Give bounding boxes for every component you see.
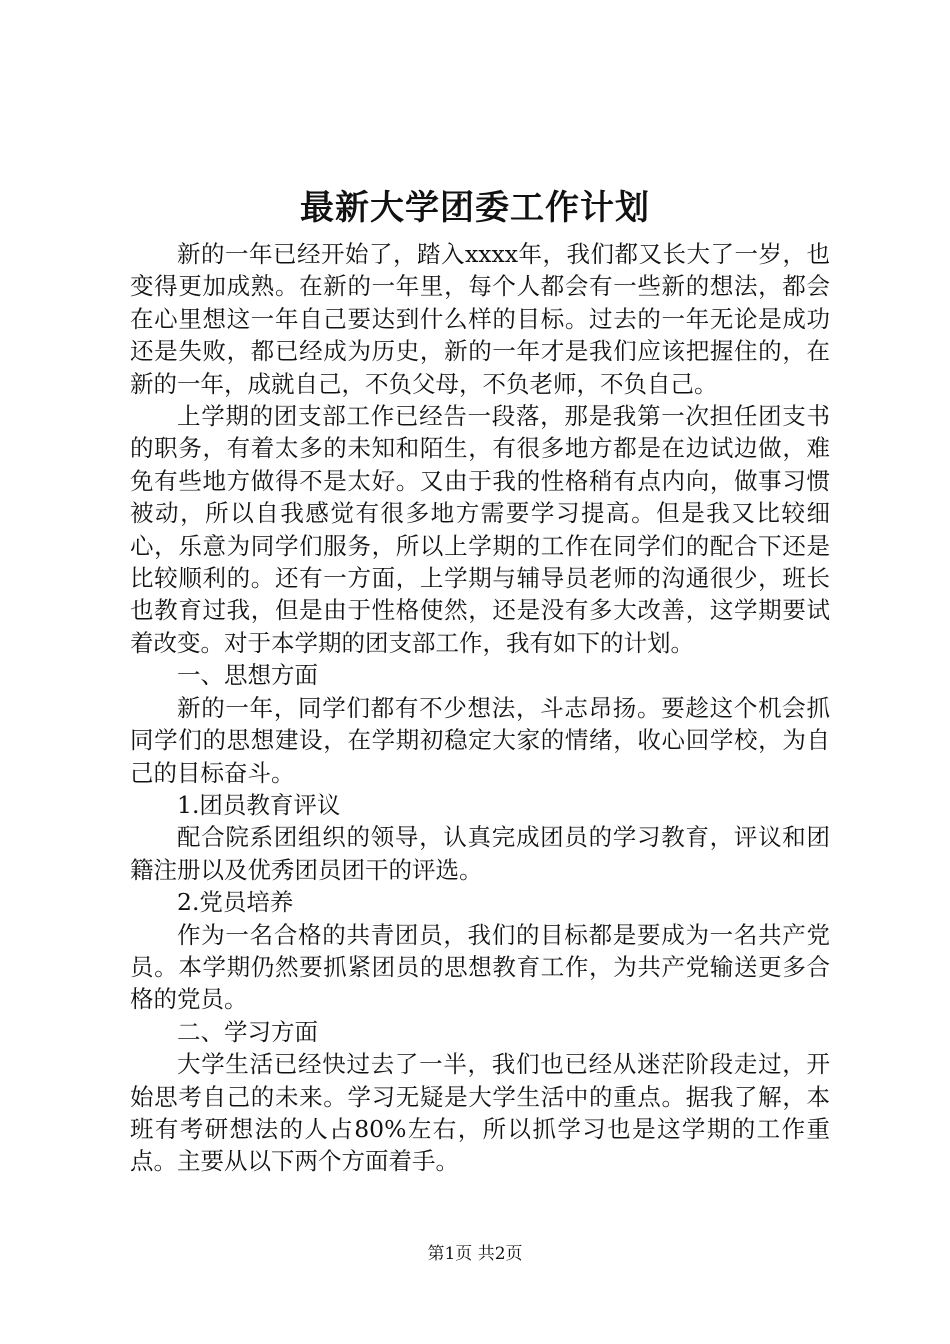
page-footer: 第1页 共2页: [427, 1244, 523, 1264]
subheading-party-training: 2.党员培养: [177, 888, 294, 917]
section-heading-thought: 一、思想方面: [177, 661, 318, 690]
paragraph-thought: 新的一年，同学们都有不少想法，斗志昂扬。要趁这个机会抓同学们的思想建设，在学期初稳定大家的情绪，收心回学校，为自己的目标奋斗。: [130, 693, 830, 787]
paragraph-member-review: 配合院系团组织的领导，认真完成团员的学习教育，评议和团籍注册以及优秀团员团干的评选。: [130, 823, 830, 884]
paragraph-review: 上学期的团支部工作已经告一段落，那是我第一次担任团支书的职务，有着太多的未知和陌生，有很多地方都是在边试边做，难免有些地方做得不是太好。又由于我的性格稍有点内向，做事习惯被动，所以自我感觉有很多地方需要学习提高。但是我又比较细心，乐意为同学们服务，所以上学期的工作在同学们的配合下还是比较顺利的。还有一方面，上学期与辅导员老师的沟通很少，班长也教育过我，但是由于性格使然，还是没有多大改善，这学期要试着改变。对于本学期的团支部工作，我有如下的计划。: [130, 402, 830, 657]
paragraph-study: 大学生活已经快过去了一半，我们也已经从迷茫阶段走过，开始思考自己的未来。学习无疑是大学生活中的重点。据我了解，本班有考研想法的人占80%左右，所以抓学习也是这学期的工作重点。主要从以下两个方面着手。: [130, 1050, 830, 1176]
paragraph-party-training: 作为一名合格的共青团员，我们的目标都是要成为一名共产党员。本学期仍然要抓紧团员的思想教育工作，为共产党输送更多合格的党员。: [130, 920, 830, 1014]
subheading-member-review: 1.团员教育评议: [177, 790, 341, 819]
document-body: [130, 238, 830, 1178]
document-title: 最新大学团委工作计划: [300, 188, 650, 228]
section-heading-study: 二、学习方面: [177, 1017, 318, 1046]
paragraph-intro: 新的一年已经开始了，踏入xxxx年，我们都又长大了一岁，也变得更加成熟。在新的一年里，每个人都会有一些新的想法，都会在心里想这一年自己要达到什么样的目标。过去的一年无论是成功还是失败，都已经成为历史，新的一年才是我们应该把握住的，在新的一年，成就自己，不负父母，不负老师，不负自己。: [130, 240, 830, 398]
